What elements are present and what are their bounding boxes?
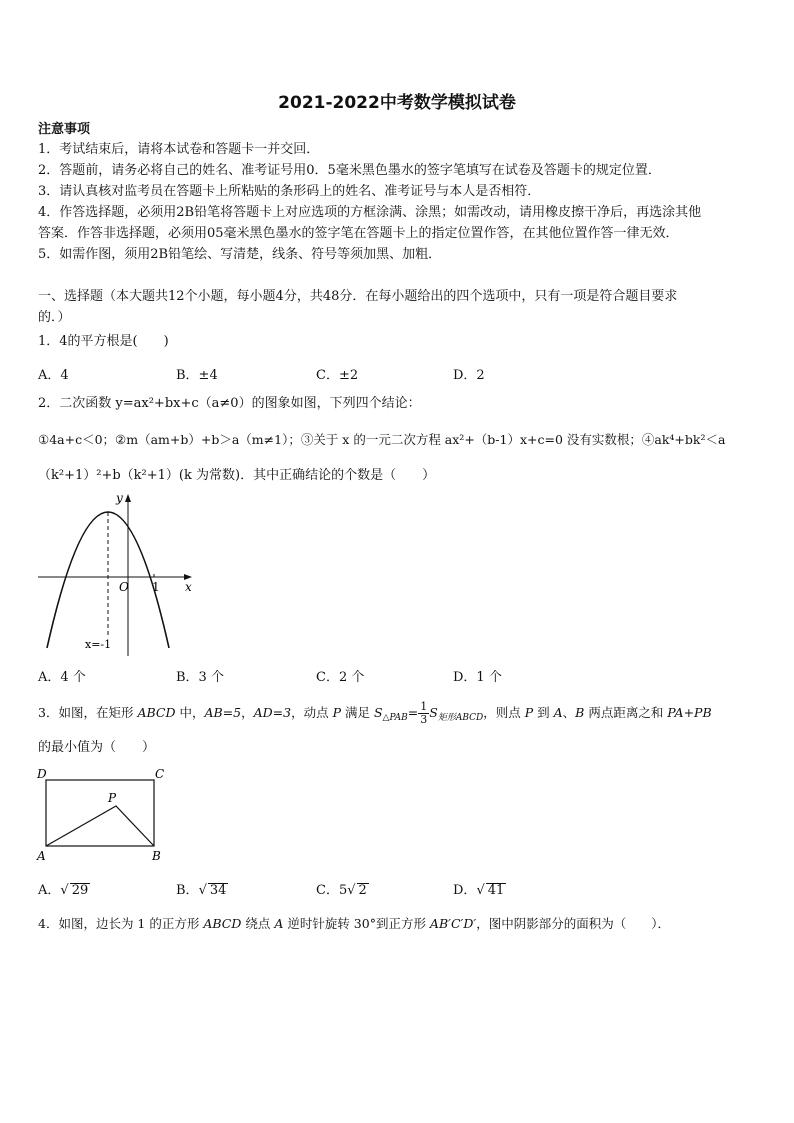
q3-text: 、 [562,705,576,720]
origin-label: O [119,580,129,594]
radicand: 2 [358,883,367,898]
notice-item: 2．答题前，请务必将自己的姓名、准考证号用0．5毫米黑色墨水的签字笔填写在试卷及答题卡的规定位置． [38,163,661,178]
q3-area-subscript: △PAB [382,713,408,723]
q3-rect-name: ABCD [137,705,176,720]
label-c: C [155,767,165,781]
q1-option-a: A．4 [38,368,69,383]
symmetry-axis-label: x=-1 [85,638,112,651]
q4-text: 4．如图，边长为 1 的正方形 [38,916,204,931]
q3-text: 3．如图，在矩形 [38,705,138,720]
q1-option-d: D．2 [453,368,485,383]
q3-text: ，则点 [483,705,525,720]
q2-option-b: B．3 个 [176,670,224,685]
q3-area-subscript: 矩形ABCD [437,713,484,723]
label-p: P [108,791,117,805]
coefficient: 5 [338,883,348,898]
label-b: B [152,849,161,863]
option-label: B． [176,883,199,898]
q4-square-2: AB′C′D′ [429,916,477,931]
notice-heading: 注意事项 [38,122,91,137]
q3-text: 到 [533,705,554,720]
q3-text: 中， [175,705,205,720]
q3-equals: = [407,705,419,720]
sqrt-icon: √ [198,883,207,898]
q3-point-a: A [553,705,563,720]
q3-area-symbol: S [429,705,438,720]
q3-text: ， [241,705,254,720]
q3-area-symbol: S [373,705,383,720]
notice-item: 3．请认真核对监考员在答题卡上所粘贴的条形码上的姓名、准考证号与本人是否相符． [38,184,541,199]
q4-text: 绕点 [241,916,275,931]
notice-item: 4．作答选择题，必须用2B铅笔将答题卡上对应选项的方框涂满、涂黑；如需改动，请用橡皮擦干净后，再选涂其他 [38,205,702,220]
q3-point: P [524,705,534,720]
notice-item: 1．考试结束后，请将本试卷和答题卡一并交回． [38,142,320,157]
q1-option-b: B．±4 [176,368,218,383]
page-title: 2021-2022中考数学模拟试卷 [278,93,516,113]
option-label: A． [38,883,61,898]
q3-frac-num: 1 [420,700,428,713]
section-heading: 一、选择题（本大题共12个小题，每小题4分，共48分．在每小题给出的四个选项中，只有一项是符合题目要求 [38,289,678,304]
q4-point: A [274,916,284,931]
q4-text: 逆时针旋转 30°到正方形 [283,916,430,931]
q3-rectangle-figure [34,764,174,864]
q3-frac-den: 3 [420,713,428,726]
sqrt-icon: √ [347,883,356,898]
y-axis-label: y [116,491,123,505]
q3-stem [38,701,712,728]
q3-option-c [316,879,369,898]
q3-point-b: B [575,705,585,720]
q3-sum: PA+PB [667,705,712,720]
y-axis-arrow [125,494,131,502]
notice-item: 5．如需作图，须用2B铅笔绘、写清楚，线条、符号等须加黑、加粗． [38,247,442,262]
q3-option-b [176,879,228,898]
radicand: 29 [71,883,89,898]
option-label: C． [316,883,339,898]
q3-cond-ab: AB=5 [204,705,242,720]
q3-text: 两点距离之和 [584,705,668,720]
q4-stem [38,914,670,934]
option-label: D． [453,883,477,898]
q4-square-1: ABCD [203,916,242,931]
x-tick-label: 1 [152,580,160,594]
sqrt-icon: √ [476,883,485,898]
q2-option-c: C．2 个 [316,670,365,685]
x-axis-label: x [185,580,192,594]
q2-parabola-graph [36,488,196,658]
q4-text: ，图中阴影部分的面积为（ ）． [476,916,671,931]
q2-option-a: A．4 个 [38,670,86,685]
q3-option-a [38,879,90,898]
radicand: 41 [487,883,505,898]
q2-conclusions: ①4a+c＜0；②m（am+b）+b＞a（m≠1）；③关于 x 的一元二次方程 ax²+（b-1）x+c=0 没有实数根；④ak⁴+bk²＜a [38,432,726,447]
q3-option-d [453,879,506,898]
notice-item: 答案．作答非选择题，必须用05毫米黑色墨水的签字笔在答题卡上的指定位置作答，在其他位置作答一律无效． [38,226,679,241]
q1-option-c: C．±2 [316,368,359,383]
label-a: A [37,849,46,863]
q1-stem: 1．4的平方根是( ) [38,334,169,349]
q2-option-d: D．1 个 [453,670,502,685]
triangle-pab [46,806,154,846]
q3-point: P [332,705,341,720]
sqrt-icon: √ [60,883,69,898]
q3-text: 满足 [341,705,374,720]
label-d: D [37,767,47,781]
q3-cond-ad: AD=3 [253,705,292,720]
section-heading-cont: 的．） [38,310,71,325]
q2-stem: 2．二次函数 y=ax²+bx+c（a≠0）的图象如图，下列四个结论： [38,396,421,411]
q3-text: ，动点 [291,705,333,720]
q3-stem-cont: 的最小值为（ ） [38,740,156,755]
radicand: 34 [209,883,227,898]
q3-fraction [418,701,429,726]
q2-conclusions-cont: （k²+1）²+b（k²+1）(k 为常数)．其中正确结论的个数是（ ） [38,468,436,483]
